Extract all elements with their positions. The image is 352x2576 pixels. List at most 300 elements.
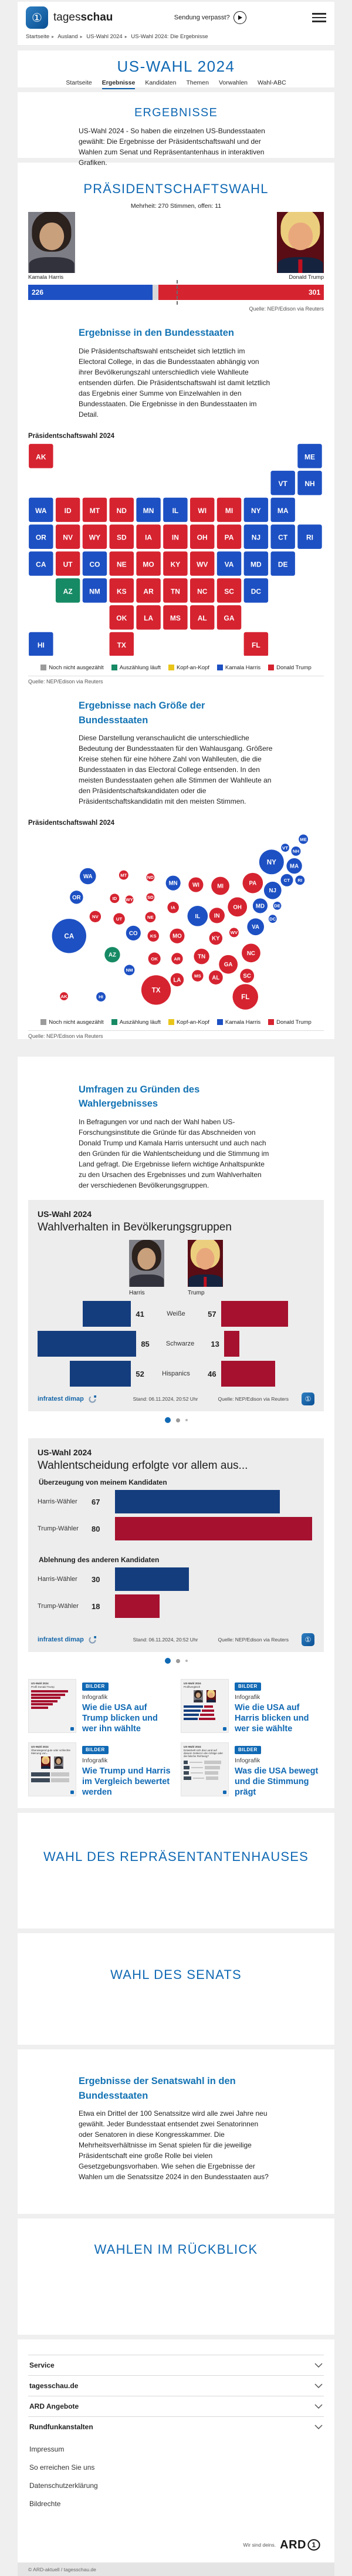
state-bubble-label: ND	[147, 875, 154, 881]
state-bubble-label: ID	[112, 896, 117, 902]
value-bar	[115, 1567, 189, 1591]
tab-ergebnisse[interactable]: Ergebnisse	[102, 79, 136, 89]
carousel-dots	[18, 1652, 334, 1670]
trump-label: Trump	[188, 1290, 205, 1297]
state-bubble-label: NE	[147, 915, 154, 921]
legend-label: Donald Trump	[276, 664, 312, 671]
state-tile-label: SD	[116, 533, 127, 542]
section-house	[18, 1813, 334, 1928]
legend-item	[217, 1019, 260, 1026]
legend-swatch	[40, 665, 46, 670]
value-bar	[115, 1517, 312, 1540]
legend-item	[168, 665, 209, 671]
state-tile-label: PA	[224, 533, 234, 542]
legend-label: Kopf-an-Kopf	[176, 664, 209, 671]
infratest-dimap-logo: infratest dimap	[38, 1636, 84, 1644]
footer-accordion-ard[interactable]: ARD Angebote	[28, 2396, 324, 2416]
legend-swatch	[217, 665, 223, 670]
polls-section-title: Umfragen zu Gründen des Wahlergebnisses	[79, 1084, 200, 1110]
teaser-thumbnail[interactable]: US-Wahl 2024 Entwickelt sich das Land auf diesem Gebiet in die richtige oder die falsche Richtung?	[181, 1742, 229, 1796]
tab-startseite[interactable]: Startseite	[66, 79, 92, 86]
infographic-title: Wahlverhalten in Bevölkerungsgruppen	[38, 1221, 232, 1234]
bilder-badge: BILDER	[82, 1683, 109, 1691]
value-label: 30	[92, 1574, 100, 1584]
majority-marker	[177, 280, 178, 305]
section-hero	[18, 50, 334, 87]
states-section-title: Ergebnisse in den Bundesstaaten	[79, 328, 234, 338]
trump-photo	[188, 1240, 223, 1287]
legend-swatch	[217, 1019, 223, 1025]
state-tile-label: WV	[197, 560, 208, 569]
state-bubble-label: DE	[274, 903, 280, 909]
state-tile-label: WY	[89, 533, 101, 542]
legend-item	[168, 1019, 209, 1026]
harris-photo	[28, 212, 75, 273]
state-bubble-label: TN	[198, 954, 206, 961]
state-bubble-label: MN	[168, 881, 178, 888]
value-label: 80	[92, 1524, 100, 1533]
footer-link-impressum[interactable]: Impressum	[29, 2444, 65, 2453]
carousel-dot[interactable]	[185, 1419, 188, 1421]
legend-label: Donald Trump	[276, 1019, 312, 1026]
polls-section-text: In Befragungen vor und nach der Wahl haben US-Forschungsinstitute die Gründe für das Abschneiden von Donald Trump und Kamala Harris untersucht und auch nach den Gründen für die Wahlentscheidung und die Stimmung im Land gefragt. Die Ergebnisse liefern wichtige Anhaltspunkte zu den Ursachen des Ergebnisses und zum Wahlverhalten der verschiedenen Bevölkerungsgruppen.	[79, 1118, 269, 1190]
decision-row-Harris-Wähler	[38, 1490, 314, 1513]
states-section-text: Die Präsidentschaftswahl entscheidet sich letztlich im Electoral College, in das die Bundesstaaten abhängig von ihrer Bevölkerungszahl unterschiedlich viele Wahlleute entsenden dürfen. Die Präsidentschaftswahl ist damit letztlich das Ergebnis einer Summe von Einzelwahlen in den Bundesstaaten. Die Ergebnisse in den Bundesstaaten im Detail.	[79, 346, 270, 419]
state-bubble-label: NJ	[269, 888, 276, 895]
state-bubble-label: HI	[99, 994, 103, 1000]
voter-group-label: Harris-Wähler	[38, 1498, 77, 1506]
state-bubble-label: CA	[64, 932, 75, 940]
state-bubble-label: SD	[147, 895, 154, 901]
group-label: Weiße	[167, 1310, 185, 1318]
tab-wahl-abc[interactable]: Wahl-ABC	[258, 79, 286, 86]
state-tile-label: NE	[116, 560, 127, 569]
value-label: 18	[92, 1601, 100, 1611]
section-results-intro	[18, 92, 334, 167]
state-bubble-label: TX	[151, 986, 161, 994]
state-bubble-label: ME	[300, 837, 307, 842]
demographic-row-Hispanics	[38, 1361, 314, 1387]
harris-label: Harris	[129, 1290, 145, 1297]
state-bubble-label: DC	[269, 916, 276, 922]
teaser-mood[interactable]: US-Wahl 2024 Entwickelt sich das Land auf diesem Gebiet in die richtige oder die falsche Richtung? BILDER Infografik Was die USA bewegt und die Stimmung prägt	[181, 1742, 324, 1798]
source-note: Quelle: NEP/Edison via Reuters	[249, 306, 324, 312]
legend-item	[111, 665, 161, 671]
infratest-dimap-icon	[89, 1395, 96, 1403]
carousel-dot-active[interactable]	[165, 1417, 171, 1423]
teaser-thumbnail[interactable]: US-Wahl 2024 Profilvergleich	[181, 1679, 229, 1733]
footer-link-bildrechte[interactable]: Bildrechte	[29, 2499, 61, 2508]
legend-swatch	[268, 665, 274, 670]
state-tile-label: NM	[89, 587, 100, 596]
state-bubble-label: RI	[297, 878, 303, 884]
section-polls	[18, 1057, 334, 1808]
state-tile-label: SC	[224, 587, 234, 596]
state-bubble-label: AL	[212, 975, 220, 982]
legend-item	[111, 1019, 161, 1026]
chevron-down-icon	[314, 2404, 323, 2409]
trump-bar	[221, 1361, 275, 1387]
candidate-stage	[28, 211, 324, 282]
state-bubble-label: NH	[292, 849, 300, 855]
section-senate	[18, 1933, 334, 2045]
senate-title: WAHL DES SENATS	[110, 1967, 242, 1982]
footer-accordion-rundfunk[interactable]: Rundfunkanstalten	[28, 2416, 324, 2437]
breadcrumb-item[interactable]: US-Wahl 2024: Die Ergebnisse	[131, 33, 208, 40]
state-tile-label: OK	[116, 613, 127, 622]
infratest-dimap-logo: infratest dimap	[38, 1395, 84, 1403]
chevron-down-icon	[314, 2363, 323, 2368]
state-tile-label: HI	[37, 640, 45, 649]
value-label: 67	[92, 1497, 100, 1506]
demographics-chart	[38, 1301, 314, 1387]
winner-map-svg	[28, 443, 324, 656]
ard-logo-icon	[223, 1727, 226, 1731]
trump-electoral-votes: 301	[308, 288, 320, 296]
decision-row-Trump-Wähler	[38, 1517, 314, 1540]
winner-map-label: Präsidentschaftswahl 2024	[28, 432, 115, 440]
bubble-map-label: Präsidentschaftswahl 2024	[28, 820, 115, 827]
state-bubble-label: VA	[252, 924, 260, 931]
size-section-title: Ergebnisse nach Größe der Bundesstaaten	[79, 700, 205, 726]
president-title: PRÄSIDENTSCHAFTSWAHL	[83, 181, 269, 196]
source-note: Quelle: NEP/Edison via Reuters	[218, 1396, 289, 1402]
harris-electoral-votes: 226	[32, 288, 44, 296]
breadcrumb-item[interactable]: US-Wahl 2024	[86, 33, 123, 40]
state-tile-label: MO	[143, 560, 154, 569]
play-icon[interactable]	[233, 11, 246, 24]
decision-group-label: Überzeugung von meinem Kandidaten	[39, 1478, 167, 1487]
state-tile-label: ID	[64, 506, 72, 515]
source-note: Quelle: NEP/Edison via Reuters	[28, 1033, 103, 1039]
state-tile-label: KS	[116, 587, 127, 596]
breadcrumb: Startseite ▸ Ausland ▸ US-Wahl 2024 ▸ US-Wahl 2024: Die Ergebnisse	[18, 31, 334, 46]
footer-accordion-tagesschau[interactable]: tagesschau.de	[28, 2375, 324, 2396]
decision-row-Trump-Wähler	[38, 1594, 314, 1618]
state-bubble-label: MT	[120, 872, 127, 878]
source-note: Quelle: NEP/Edison via Reuters	[28, 678, 103, 685]
legend-swatch	[111, 665, 117, 670]
state-bubble-label: MI	[217, 883, 224, 890]
value-bar	[115, 1490, 280, 1513]
state-bubble-label: WI	[192, 882, 199, 889]
site-footer	[18, 2339, 334, 2562]
electoral-segment-Donald Trump	[158, 285, 324, 300]
state-bubble-label: IA	[171, 905, 176, 911]
state-bubble-label: AZ	[108, 952, 116, 959]
trump-bar	[224, 1331, 239, 1357]
state-tile-label: KY	[170, 560, 181, 569]
state-bubble-label: WA	[83, 874, 93, 881]
tagesschau-logo[interactable]: ①	[26, 6, 48, 29]
state-tile-label: GA	[224, 613, 235, 622]
teaser-title[interactable]: Was die USA bewegt und die Stimmung prägt	[235, 1766, 319, 1797]
state-tile-label: MS	[170, 613, 181, 622]
trump-value: 57	[208, 1309, 216, 1319]
state-tile-label: TX	[117, 640, 126, 649]
legend-label: Kamala Harris	[225, 664, 261, 671]
teaser-thumbnail[interactable]: US-Wahl 2024 Überwiegend gute oder schlechte Meinung von...	[28, 1742, 76, 1796]
voter-group-label: Trump-Wähler	[38, 1525, 79, 1533]
state-tile-label: TN	[170, 587, 180, 596]
voter-group-label: Trump-Wähler	[38, 1603, 79, 1610]
infographic-demographics	[28, 1200, 324, 1411]
trump-value: 13	[211, 1339, 219, 1348]
ard-one-icon	[307, 2538, 320, 2551]
state-bubble-label: NC	[246, 950, 255, 957]
harris-name: Kamala Harris	[28, 274, 64, 281]
state-tile-label: UT	[63, 560, 73, 569]
state-bubble-label: WV	[230, 930, 238, 936]
state-bubble-label: NM	[126, 967, 133, 973]
chevron-down-icon	[314, 2425, 323, 2429]
state-bubble-label: KS	[150, 933, 157, 939]
state-tile-label: IN	[171, 533, 179, 542]
demographic-row-Weiße	[38, 1301, 314, 1327]
state-tile-label: DE	[277, 560, 288, 569]
legend-swatch	[40, 1019, 46, 1025]
legend-item	[217, 665, 260, 671]
carousel-dot[interactable]	[185, 1660, 188, 1662]
state-bubble-label: MO	[172, 933, 182, 940]
legend-label: Noch nicht ausgezählt	[49, 1019, 104, 1026]
state-tile-label: OH	[197, 533, 208, 542]
legend-item	[268, 1019, 312, 1026]
legend-swatch	[168, 1019, 174, 1025]
legend-swatch	[268, 1019, 274, 1025]
state-tile-label: NJ	[251, 533, 261, 542]
state-tile-label: NY	[251, 506, 261, 515]
state-bubble-label: OR	[72, 895, 81, 902]
teaser-title[interactable]: Wie die USA auf Trump blicken und wer ihn wählte	[82, 1702, 158, 1734]
state-bubble-label: IN	[214, 913, 220, 920]
state-tile-label: MN	[143, 506, 154, 515]
tab-themen[interactable]: Themen	[186, 79, 209, 86]
bilder-badge: BILDER	[82, 1746, 109, 1754]
state-bubble-label: NV	[92, 914, 99, 920]
teaser-harris-profile[interactable]: US-Wahl 2024 Profilvergleich BILDER Infografik Wie die USA auf Harris blicken und wer sie wählte	[181, 1679, 324, 1734]
carousel-dot-active[interactable]	[165, 1658, 171, 1664]
teaser-thumbnail[interactable]: US-Wahl 2024 Profil Donald Trump	[28, 1679, 76, 1733]
candidate-photos	[38, 1240, 314, 1296]
missed-broadcast-link[interactable]: Sendung verpasst?	[174, 11, 246, 24]
decision-chart	[38, 1478, 314, 1627]
legend-label: Kopf-an-Kopf	[176, 1019, 209, 1026]
state-tile-label: AK	[36, 453, 46, 461]
footer-link-datenschutz[interactable]: Datenschutzerklärung	[29, 2481, 98, 2490]
map-legend	[18, 665, 334, 671]
legend-item	[40, 1019, 103, 1026]
legend-label: Auszählung läuft	[119, 1019, 161, 1026]
trump-value: 46	[208, 1369, 216, 1378]
ard-logo-icon	[223, 1791, 226, 1794]
teaser-comparison[interactable]: US-Wahl 2024 Überwiegend gute oder schlechte Meinung von... BILDER Infografik Wie Trump und Harris im Vergleich bewertet werden	[28, 1742, 171, 1798]
value-bar	[115, 1594, 160, 1618]
section-senate-results	[18, 2049, 334, 2214]
harris-bar	[38, 1331, 136, 1357]
legend-swatch	[168, 665, 174, 670]
legend-label: Auszählung läuft	[119, 664, 161, 671]
bilder-badge: BILDER	[235, 1746, 261, 1754]
state-tile-label: MD	[251, 560, 262, 569]
legend-item	[40, 665, 103, 671]
legend-label: Noch nicht ausgezählt	[49, 664, 104, 671]
footer-link-kontakt[interactable]: So erreichen Sie uns	[29, 2463, 95, 2472]
state-tile-label: VA	[224, 560, 234, 569]
state-bubble-label: SC	[243, 973, 251, 980]
state-tile-label: MI	[225, 506, 233, 515]
state-bubble-label: OK	[151, 956, 158, 962]
trump-photo	[277, 212, 324, 273]
decision-group-label: Ablehnung des anderen Kandidaten	[39, 1556, 160, 1565]
state-tile-label: IL	[172, 506, 179, 515]
copyright-bar: © ARD-aktuell / tagesschau.de	[18, 2562, 334, 2576]
ard-claim: Wir sind deins.	[243, 2542, 276, 2548]
electoral-segment-offen	[153, 285, 158, 300]
state-tile-label: MA	[277, 506, 289, 515]
harris-bar	[83, 1301, 131, 1327]
harris-value: 41	[136, 1309, 144, 1319]
state-tile-label: WA	[35, 506, 47, 515]
state-bubble-label: UT	[116, 916, 123, 922]
trump-bar	[221, 1301, 288, 1327]
state-tile-label: MT	[89, 506, 100, 515]
state-tile-label: CT	[278, 533, 288, 542]
electoral-segment-Kamala Harris	[28, 285, 153, 300]
harris-value: 52	[136, 1369, 144, 1378]
state-bubble-label: VT	[282, 845, 289, 851]
hamburger-menu-icon[interactable]	[312, 13, 326, 22]
senate-results-title: Ergebnisse der Senatswahl in den Bundesstaaten	[79, 2075, 236, 2101]
state-tile-label: NH	[304, 479, 315, 488]
state-tile-label: LA	[144, 613, 154, 622]
bubble-map-svg	[28, 830, 324, 1010]
size-section-text: Diese Darstellung veranschaulicht die unterschiedliche Bedeutung der Bundesstaaten für den Wahlausgang. Größere Kreise stehen für eine höhere Zahl von Wahlleuten, die die Bundesstaaten in das Electoral College entsenden. In den meisten Bundesstaaten gehen alle Stimmen der Wahlleute an den Präsidentschaftskandidaten oder die Präsidentschaftskandidatin mit den meisten Stimmen.	[79, 734, 273, 806]
ard-logo-icon: ①	[302, 1633, 314, 1646]
infographic-footer	[38, 1633, 314, 1646]
state-tile-label: AR	[143, 587, 154, 596]
demographic-row-Schwarze	[38, 1331, 314, 1357]
carousel-dots	[18, 1411, 334, 1429]
ard-logo-icon: ①	[302, 1392, 314, 1405]
section-president	[18, 163, 334, 1039]
state-bubble-label: KY	[212, 936, 220, 943]
electoral-bar[interactable]	[28, 285, 324, 300]
state-tile-label: DC	[251, 587, 262, 596]
voter-group-label: Harris-Wähler	[38, 1576, 77, 1583]
state-tile-label: NV	[63, 533, 73, 542]
teaser-title[interactable]: Wie Trump und Harris im Vergleich bewertet werden	[82, 1766, 171, 1797]
bilder-badge: BILDER	[235, 1683, 261, 1691]
tab-vorwahlen[interactable]: Vorwahlen	[218, 79, 248, 86]
state-bubble-label: GA	[224, 962, 233, 969]
infographic-title: Wahlentscheidung erfolgte vor allem aus...	[38, 1459, 248, 1472]
infographic-kicker: US-Wahl 2024	[38, 1209, 92, 1219]
source-note: Quelle: NEP/Edison via Reuters	[218, 1637, 289, 1643]
state-tile-label: ME	[304, 453, 315, 461]
group-label: Hispanics	[162, 1370, 190, 1378]
carousel-dot[interactable]	[176, 1659, 180, 1663]
state-bubble-label: MD	[255, 903, 265, 910]
state-bubble-label: FL	[241, 993, 250, 1002]
senate-results-text: Etwa ein Drittel der 100 Senatssitze wird alle zwei Jahre neu gewählt. Jeder Bundesstaat entsendet zwei Senatorinnen oder Senatoren in diese Kongresskammer. Die Mehrheitsverhältnisse im Senat spielen für die jeweilige Präsidentschaft eine große Rolle bei vielen Gesetzgebungsvorhaben. Wie sehen die Ergebnisse der Wahlen um die Senatssitze 2024 in den Bundesstaaten aus?	[79, 2109, 269, 2181]
state-bubble-label: AR	[174, 956, 181, 962]
harris-bar	[70, 1361, 131, 1387]
state-tile-label: CA	[36, 560, 46, 569]
ard-logo-icon	[70, 1727, 74, 1731]
state-bubble-label: CO	[129, 930, 138, 938]
house-title: WAHL DES REPRÄSENTANTENHAUSES	[43, 1849, 309, 1864]
breadcrumb-item[interactable]: Startseite	[26, 33, 50, 40]
state-tile-label: FL	[252, 640, 260, 649]
ard-footer-logo: Wir sind deins. ARD 1	[28, 2538, 320, 2552]
state-bubble-label: IL	[195, 913, 201, 921]
state-bubble-label: LA	[173, 977, 181, 984]
state-tile-label: AL	[197, 613, 207, 622]
breadcrumb-item[interactable]: Ausland	[57, 33, 78, 40]
trump-name: Donald Trump	[289, 274, 324, 281]
state-bubble-label: CT	[283, 878, 290, 884]
carousel-dot[interactable]	[176, 1418, 180, 1422]
teaser-grid	[28, 1679, 324, 1808]
svg-text:1: 1	[312, 2541, 316, 2550]
group-label: Schwarze	[165, 1340, 195, 1348]
page-title: US-WAHL 2024	[117, 58, 235, 75]
infographic-kicker: US-Wahl 2024	[38, 1448, 92, 1458]
infographic-decision	[28, 1438, 324, 1652]
stand-note: Stand: 06.11.2024, 20:52 Uhr	[133, 1396, 198, 1402]
state-bubble-label: WY	[126, 897, 133, 903]
map-legend	[18, 1019, 334, 1026]
teaser-title[interactable]: Wie die USA auf Harris blicken und wer sie wählte	[235, 1702, 309, 1734]
state-bubble-label: NY	[266, 858, 276, 866]
ard-logo-icon	[70, 1791, 74, 1794]
majority-note: Mehrheit: 270 Stimmen, offen: 11	[130, 203, 222, 210]
section-review	[18, 2218, 334, 2335]
brand-wordmark[interactable]: tagesschau	[53, 11, 113, 23]
state-winner-map	[28, 443, 324, 659]
state-tile-label: OR	[35, 533, 46, 542]
state-bubble-label: PA	[249, 881, 257, 888]
chevron-down-icon	[314, 2383, 323, 2388]
infratest-dimap-icon	[89, 1636, 96, 1644]
state-bubble-label: AK	[60, 994, 67, 1000]
decision-row-Harris-Wähler	[38, 1567, 314, 1591]
review-title: WAHLEN IM RÜCKBLICK	[94, 2241, 258, 2257]
footer-accordion-service[interactable]: Service	[28, 2355, 324, 2375]
tab-kandidaten[interactable]: Kandidaten	[145, 79, 177, 86]
site-header	[18, 2, 334, 46]
legend-swatch	[111, 1019, 117, 1025]
state-tile-label: VT	[278, 479, 287, 488]
state-tile-label: CO	[89, 560, 100, 569]
harris-value: 85	[141, 1339, 150, 1348]
teaser-trump-profile[interactable]: US-Wahl 2024 Profil Donald Trump BILDER Infografik Wie die USA auf Trump blicken und wer ihn wählte	[28, 1679, 171, 1734]
state-bubble-label: MA	[290, 863, 299, 870]
state-tile-label: WI	[198, 506, 207, 515]
state-tile-label: ND	[116, 506, 127, 515]
state-tile-label: NC	[197, 587, 208, 596]
legend-item	[268, 665, 312, 671]
state-tile-label: AZ	[63, 587, 73, 596]
state-tile-label: RI	[306, 533, 313, 542]
harris-photo	[129, 1240, 164, 1287]
stand-note: Stand: 06.11.2024, 20:52 Uhr	[133, 1637, 198, 1643]
results-intro-title: ERGEBNISSE	[134, 106, 218, 119]
state-bubble-label: OH	[233, 904, 242, 911]
legend-label: Kamala Harris	[225, 1019, 261, 1026]
state-tile-label: IA	[145, 533, 153, 542]
